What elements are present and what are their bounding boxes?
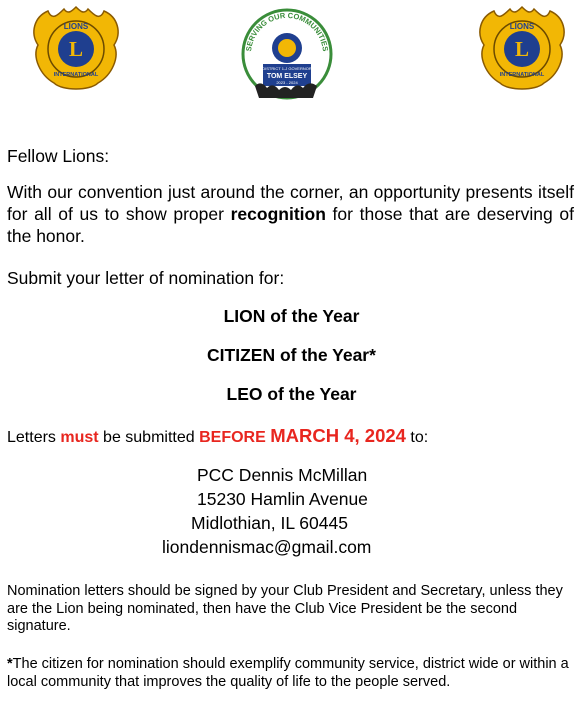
lions-international-logo-left — [28, 5, 124, 95]
svg-text:DISTRICT 1-J GOVERNOR: DISTRICT 1-J GOVERNOR — [262, 66, 312, 71]
deadline-part2: be submitted — [98, 429, 200, 446]
district-governor-logo — [237, 8, 337, 102]
deadline-before: BEFORE — [199, 429, 271, 446]
submit-line: Submit your letter of nomination for: — [7, 268, 285, 288]
citizen-note — [7, 656, 574, 691]
award-leo-of-the-year: LEO of the Year — [226, 384, 357, 404]
intro-text-before: With our convention just around the corner, an opportunity presents itself for all of us to show proper — [7, 182, 574, 224]
citizen-note-text: The citizen for nomination should exemplify community service, district wide or within a local community that improves the quality of life to the people served. — [7, 656, 569, 690]
intro-text-after: for those that are deserving of the honor. — [7, 204, 574, 246]
greeting: Fellow Lions: — [7, 146, 110, 166]
address-street: 15230 Hamlin Avenue — [197, 489, 368, 509]
address-email: liondennismac@gmail.com — [162, 537, 372, 557]
svg-text:L: L — [68, 37, 84, 61]
deadline-date: MARCH 4, 2024 — [270, 425, 406, 446]
svg-text:SERVING OUR COMMUNITIES: SERVING OUR COMMUNITIES — [244, 10, 330, 52]
signature-note: Nomination letters should be signed by your Club President and Secretary, unless they are the Lion being nominated, then have the Club Vice President be the second signature. — [7, 583, 563, 634]
svg-text:INTERNATIONAL: INTERNATIONAL — [53, 72, 99, 78]
svg-text:TOM ELSEY: TOM ELSEY — [266, 73, 308, 80]
award-lion-of-the-year: LION of the Year — [223, 306, 360, 326]
citizen-note-star: * — [7, 656, 13, 672]
address-name: PCC Dennis McMillan — [197, 465, 368, 485]
svg-text:L: L — [514, 37, 530, 61]
svg-text:LIONS: LIONS — [63, 22, 89, 31]
intro-paragraph — [7, 181, 574, 247]
address-city: Midlothian, IL 60445 — [191, 513, 348, 533]
svg-text:LIONS: LIONS — [509, 22, 535, 31]
deadline-must: must — [60, 429, 99, 446]
lions-international-logo-right — [474, 5, 570, 95]
award-citizen-of-the-year: CITIZEN of the Year* — [207, 345, 376, 365]
deadline-line — [7, 425, 574, 449]
intro-bold-word: recognition — [230, 204, 326, 224]
deadline-part1: Letters — [7, 429, 61, 446]
svg-text:INTERNATIONAL: INTERNATIONAL — [499, 72, 545, 78]
deadline-part3: to: — [405, 429, 429, 446]
svg-text:2023 - 2024: 2023 - 2024 — [276, 80, 298, 85]
